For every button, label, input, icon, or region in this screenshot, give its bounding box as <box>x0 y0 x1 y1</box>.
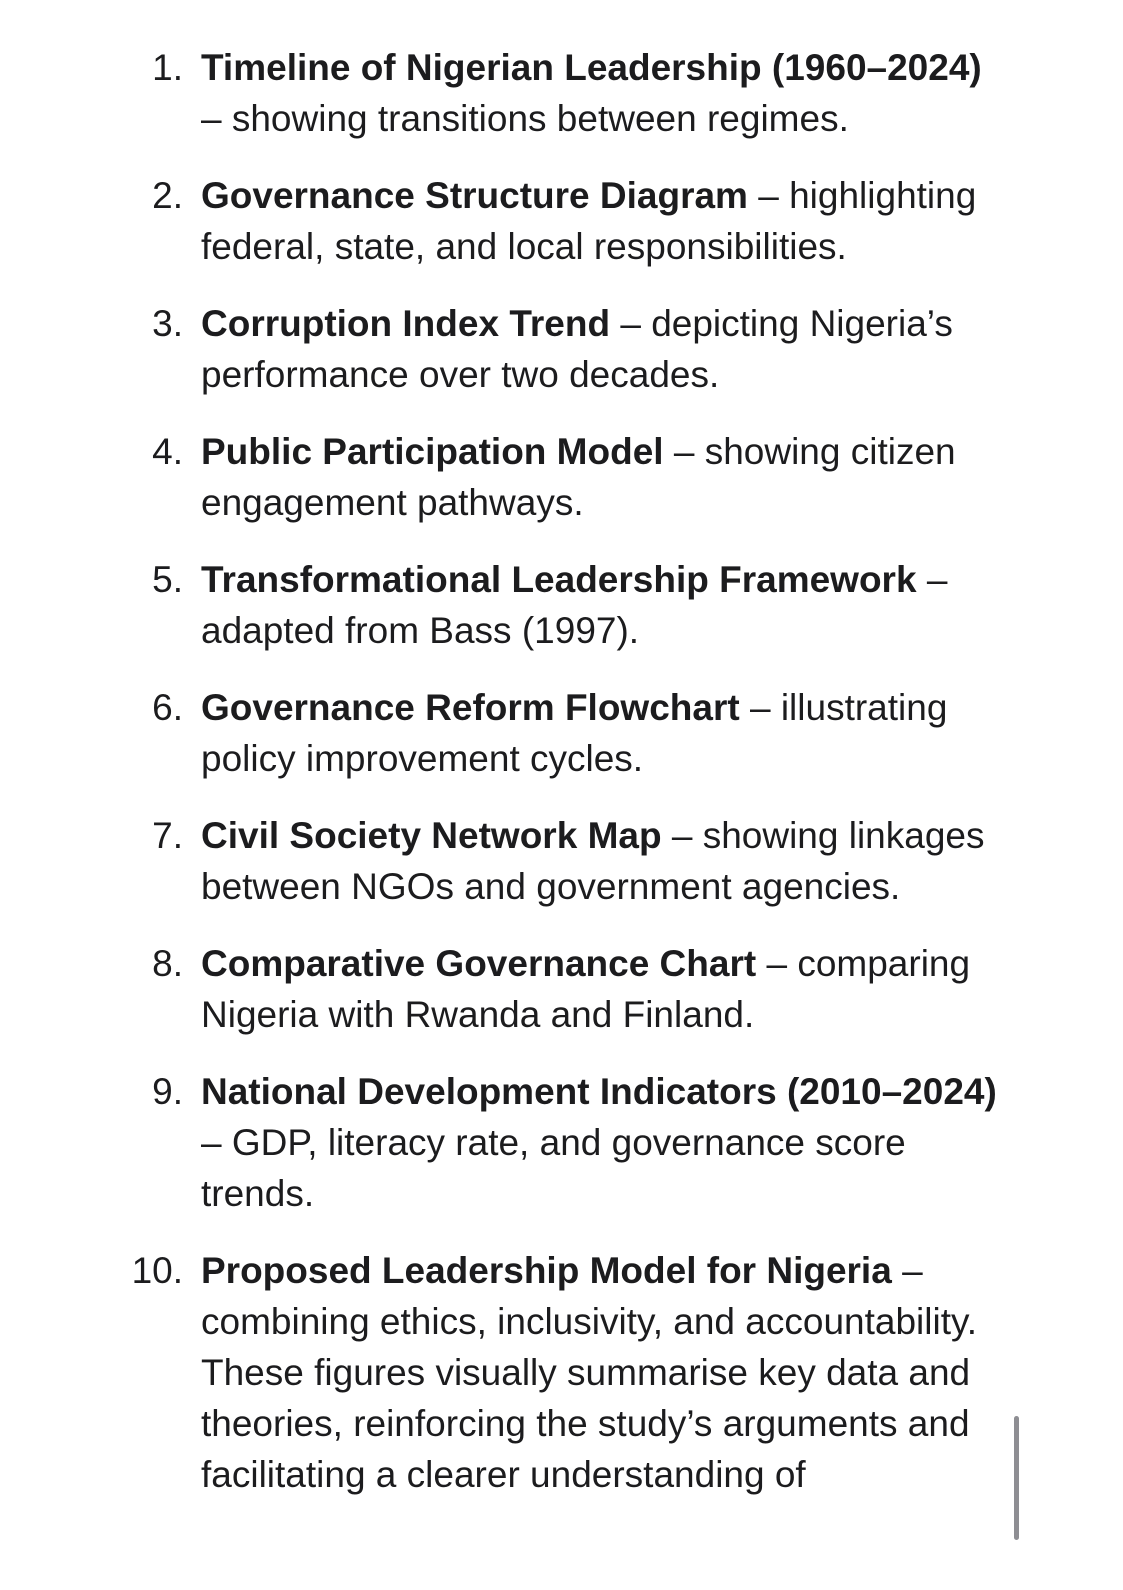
list-number: 5. <box>152 559 183 600</box>
figure-list <box>0 42 1123 1347</box>
list-item <box>0 1066 1123 1219</box>
item-description: – showing linkages between NGOs and government agencies. <box>201 815 985 907</box>
item-description: – highlighting federal, state, and local responsibilities. <box>201 175 977 267</box>
item-title: Governance Structure Diagram <box>201 175 748 216</box>
list-item <box>0 426 1123 528</box>
item-title: Proposed Leadership Model for Nigeria <box>201 1250 892 1291</box>
item-title: Corruption Index Trend <box>201 303 611 344</box>
item-description: – GDP, literacy rate, and governance score trends. <box>201 1122 906 1214</box>
list-number: 3. <box>152 303 183 344</box>
list-number: 4. <box>152 431 183 472</box>
item-title: Civil Society Network Map <box>201 815 662 856</box>
item-description: – comparing Nigeria with Rwanda and Finland. <box>201 943 971 1035</box>
document-body <box>0 42 1123 1500</box>
list-number: 7. <box>152 815 183 856</box>
list-number: 1. <box>152 47 183 88</box>
closing-paragraph: These figures visually summarise key data and theories, reinforcing the study’s arguments and facilitating a clearer understanding of <box>201 1352 971 1495</box>
list-item <box>0 1245 1123 1347</box>
list-item <box>0 938 1123 1040</box>
list-number: 8. <box>152 943 183 984</box>
list-item <box>0 810 1123 912</box>
list-item <box>0 682 1123 784</box>
item-title: National Development Indicators (2010–2024) <box>201 1071 997 1112</box>
item-description: – illustrating policy improvement cycles. <box>201 687 948 779</box>
item-title: Transformational Leadership Framework <box>201 559 917 600</box>
list-number: 10. <box>131 1250 183 1291</box>
item-title: Public Participation Model <box>201 431 664 472</box>
list-item <box>0 554 1123 656</box>
list-number: 9. <box>152 1071 183 1112</box>
item-title: Timeline of Nigerian Leadership (1960–2024) <box>201 47 982 88</box>
item-description: – showing transitions between regimes. <box>201 98 849 139</box>
list-item <box>0 170 1123 272</box>
list-item <box>0 298 1123 400</box>
item-description: – adapted from Bass (1997). <box>201 559 948 651</box>
list-number: 2. <box>152 175 183 216</box>
item-title: Governance Reform Flowchart <box>201 687 740 728</box>
item-title: Comparative Governance Chart <box>201 943 757 984</box>
list-number: 6. <box>152 687 183 728</box>
item-description: – combining ethics, inclusivity, and accountability. <box>201 1250 978 1342</box>
list-item <box>0 42 1123 144</box>
item-description: – showing citizen engagement pathways. <box>201 431 956 523</box>
item-description: – depicting Nigeria’s performance over two decades. <box>201 303 953 395</box>
scrollbar[interactable] <box>1014 1416 1019 1540</box>
